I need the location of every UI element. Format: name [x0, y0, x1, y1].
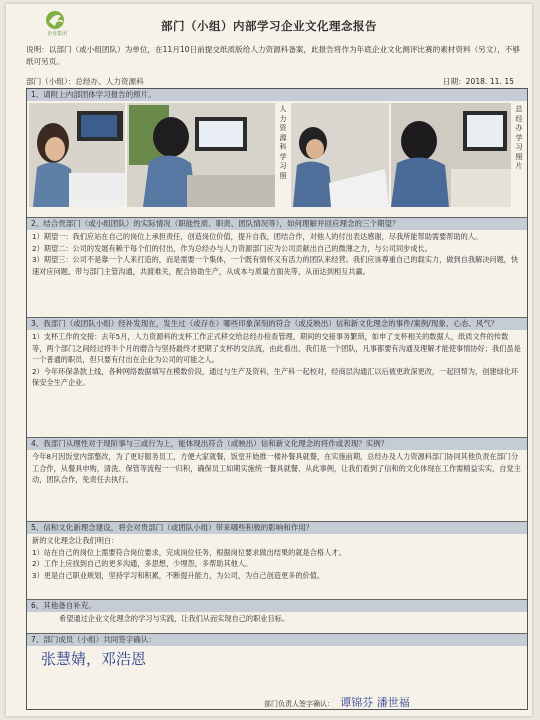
answer-paragraph: 1）支杯工作的交接：去年5月，人力资源科的支杯工作正式移交给总经办检查管理，期间的交接事务繁琐，如申了支杯相关的数据人，纸质文件的传数等，两个部门之间经过将半个月的磨合与坚持最终才把期了支杯的交法流，由此看出，我们是一个团队，凡事都要有沟通及理解才能使事情协好；我们虽是一个普通的职员，但只要有付出在企业为公司的可能之人。 — [32, 332, 521, 364]
section-photos — [27, 89, 527, 217]
answer-paragraph: 3）期望三：公司不是靠一个人来打造的，而是需要一个集体，一个既有情怀又有活力的团队来经营。我们应该尊重自己的载实力，做到自我解决问题，快速对应问题，带与部门主管沟通，共渡难关，配合协助生产，从成本与质量方面先等，从而达到相互共赢。 — [32, 255, 519, 276]
photo-caption-office: 总经办学习照片 — [515, 105, 523, 170]
leader-signature: 谭锦芬 潘世福 — [340, 696, 410, 709]
section-4-question: 4、我部门从理性对于现阶事与三或行为上，能体现出符合（或映出）信和新文化理念的将作或表现？实例？ — [27, 438, 527, 450]
answer-paragraph: 1）期望一：我们应站在自己的岗位上承担责任，创造岗位价值，提升自我，团结合作，对他人的付出表达感谢，尽我所能帮助需要帮助的人。 — [32, 232, 483, 241]
section-7-question: 7、部门成员（小组）共同签字确认： — [27, 634, 527, 646]
section-3-answer — [27, 330, 527, 390]
photo-office-1 — [291, 103, 389, 207]
date-label: 日期：2018. 11. 15 — [442, 77, 514, 86]
section-expectations — [27, 217, 527, 318]
answer-paragraph: 2）工作上应找到自己的更多沟通，多思想，少埋怨，多帮助其他人。 — [32, 559, 253, 568]
answer-paragraph: 新的文化理念让我们明白： — [32, 536, 119, 545]
section-impact — [27, 521, 527, 600]
section-behavior — [27, 437, 527, 522]
logo-text: 企业集团 — [46, 31, 67, 37]
section-2-answer — [27, 230, 527, 278]
section-3-question: 3、我部门（或团队小组）经补发现在，发生过（或存在）哪些印象深刻的符合（或反映出）信和新文化理念的事件/案例/现象、心态、风气？ — [27, 318, 527, 330]
photo-hr-2 — [127, 103, 275, 207]
leader-sign-line — [264, 694, 410, 710]
photo-caption-hr: 人力资源科学习照 — [279, 105, 287, 180]
members-signature: 张慧婧，邓浩恩 — [41, 650, 147, 668]
answer-paragraph: 2）期望二：公司的发展有赖于每个们的付出，作为总经办与人力资源部门应为公司贡献出自己的微薄之力，与公司同步成长。 — [32, 243, 432, 253]
section-other — [27, 599, 527, 634]
section-6-answer: 希望通过企业文化理念的学习与实践，让我们从而实现自己的职业目标。 — [59, 614, 290, 623]
report-form — [26, 88, 528, 710]
answer-paragraph: 1）站在自己的岗位上需要符合岗位要求，完成岗位任务，根据岗位要求做出结果的就是合格人才。 — [32, 547, 346, 557]
section-6-question: 6、其他备自补充。 — [27, 600, 527, 612]
photo-strip — [27, 101, 527, 209]
section-1-question: 1、请附上内部团体学习报告的照片。 — [27, 89, 527, 101]
photo-hr-1 — [29, 103, 125, 207]
section-2-question: 2、结合贵部门（或小组团队）的实际情况（职能性质、职责、团队情况等），如何理解并回应理念的三个期望？ — [27, 218, 527, 230]
dept-label: 部门（小组）：总经办、人力资源科 — [26, 77, 144, 86]
answer-paragraph: 3）更是自己职业规划，坚持学习和积累，不断提升能力，为公司，为自己创造更多的价值。 — [32, 570, 325, 580]
answer-paragraph: 2）今年环保条款上线，各种网络数据填写在模数价段，通过与生产及资科，生产科一起校对，经商层沟通汇以后被更政深更改，一起回帮为，创建绿化环保安全生产企业。 — [32, 366, 519, 387]
photo-office-2 — [391, 103, 511, 207]
report-title: 部门（小组）内部学习企业文化理念报告 — [161, 19, 377, 33]
report-page — [6, 4, 532, 716]
section-4-answer: 今年8月因饭堂内部整改，为了更好服务员工，方便大家就餐，饭堂开始推一楼补餐具就餐，在实施前期，总经办及人力资源科部门协同其他负责在部门分工合作，从餐具申购，清洗、保管等流程一一归积，确保员工如期实施统一餐具就餐，从此事例，让我们看到了信和的文化体现在工作需精益实实，自觉主动，团队合作，免责任去执行。 — [32, 452, 521, 484]
dept-line — [26, 76, 522, 87]
instructions: 说明：以部门（或小组团队）为单位，在11月10日前提交纸质版给人力资源科备案，此报告将作为年底企业文化测评比赛的素材资料（另文），不够纸可另页。 — [26, 45, 520, 66]
section-5-answer — [27, 534, 527, 582]
section-cases — [27, 317, 527, 438]
section-5-question: 5、信和文化新理念建设，将会对贵部门（或团队小组）带来哪些积极的影响和作用？ — [27, 522, 527, 534]
leader-label: 部门负责人签字确认： — [264, 700, 334, 708]
